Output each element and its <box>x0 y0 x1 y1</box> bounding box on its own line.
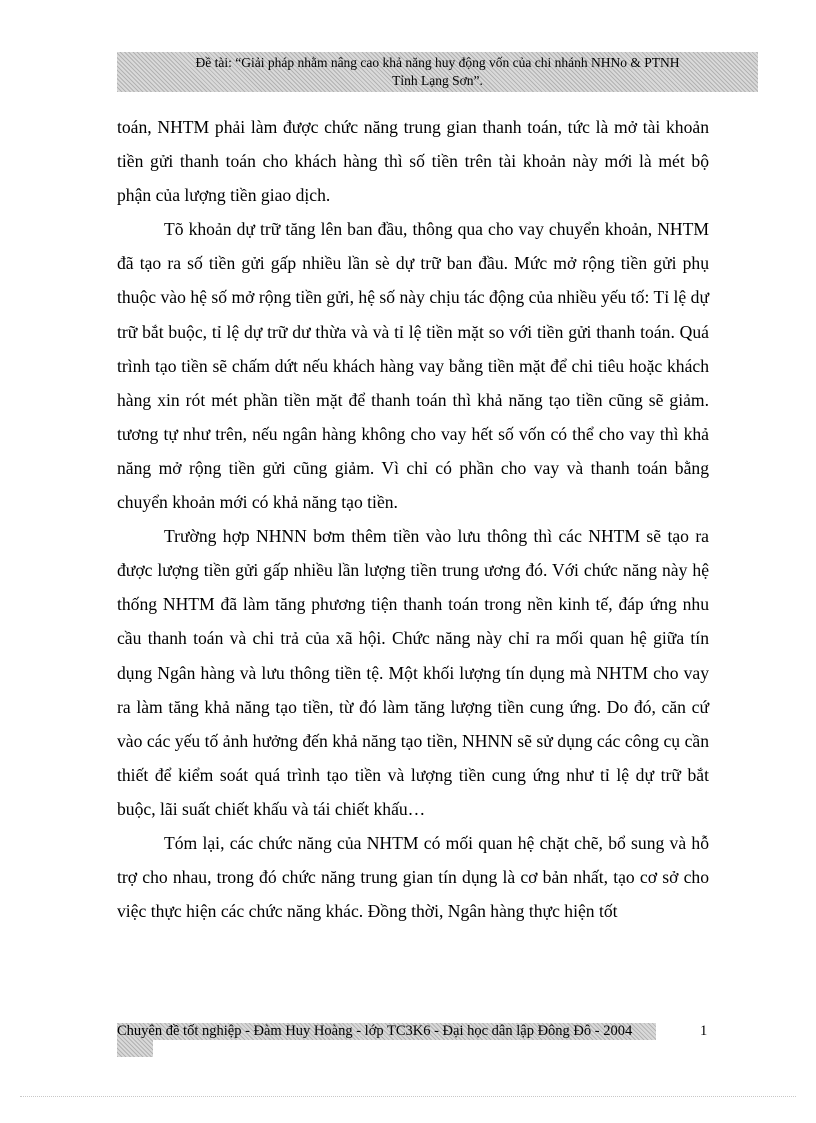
page-number: 1 <box>700 1023 708 1039</box>
body-text <box>117 110 709 928</box>
paragraph: toán, NHTM phải làm được chức năng trung gian thanh toán, tức là mở tài khoản tiền gửi thanh toán cho khách hàng thì số tiền trên tài khoản này mới là mét bộ phận của lượng tiền giao dịch. <box>117 117 709 206</box>
page-bottom-divider <box>20 1096 796 1097</box>
header-line-2: Tỉnh Lạng Sơn”. <box>392 73 483 88</box>
footer-band-2 <box>117 1040 153 1057</box>
paragraph: Tõ khoản dự trữ tăng lên ban đầu, thông qua cho vay chuyển khoản, NHTM đã tạo ra số tiền gửi gấp nhiều lần sè dự trữ ban đầu. Mức mở rộng tiền gửi phụ thuộc vào hệ số mở rộng tiền gửi, hệ số này chịu tác động của nhiều yếu tố: Tỉ lệ dự trữ bắt buộc, tỉ lệ dự trữ dư thừa và và tỉ lệ tiền mặt so với tiền gửi thanh toán. Quá trình tạo tiền sẽ chấm dứt nếu khách hàng vay bằng tiền mặt để chi tiêu hoặc khách hàng xin rót mét phần tiền mặt để thanh toán thì khả năng tạo tiền cũng sẽ giảm. tương tự như trên, nếu ngân hàng không cho vay hết số vốn có thể cho vay thì khả năng mở rộng tiền gửi cũng giảm. Vì chỉ có phần cho vay và thanh toán bằng chuyển khoản mới có khả năng tạo tiền. <box>117 219 709 513</box>
paragraph: Trường hợp NHNN bơm thêm tiền vào lưu thông thì các NHTM sẽ tạo ra được lượng tiền gửi gấp nhiều lần lượng tiền trung ương đó. Với chức năng này hệ thống NHTM đã làm tăng phương tiện thanh toán trong nền kinh tế, đáp ứng nhu cầu thanh toán và chi trả của xã hội. Chức năng này chỉ ra mối quan hệ giữa tín dụng Ngân hàng và lưu thông tiền tệ. Một khối lượng tín dụng mà NHTM cho vay ra làm tăng khả năng tạo tiền, từ đó làm tăng lượng tiền cung ứng. Do đó, căn cứ vào các yếu tố ảnh hưởng đến khả năng tạo tiền, NHNN sẽ sử dụng các công cụ cần thiết để kiểm soát quá trình tạo tiền và lượng tiền cung ứng như tỉ lệ dự trữ bắt buộc, lãi suất chiết khấu và tái chiết khấu… <box>117 526 709 819</box>
document-header <box>117 54 758 90</box>
document-footer: Chuyên đề tốt nghiệp - Đàm Huy Hoàng - lớp TC3K6 - Đại học dân lập Đông Đô - 2004 <box>117 1023 633 1039</box>
paragraph: Tóm lại, các chức năng của NHTM có mối quan hệ chặt chẽ, bổ sung và hỗ trợ cho nhau, trong đó chức năng trung gian tín dụng là cơ bản nhất, tạo cơ sở cho việc thực hiện các chức năng khác. Đồng thời, Ngân hàng thực hiện tốt <box>117 832 709 922</box>
header-line-1: Đề tài: “Giải pháp nhằm nâng cao khả năng huy động vốn của chi nhánh NHNo & PTNH <box>195 55 680 70</box>
